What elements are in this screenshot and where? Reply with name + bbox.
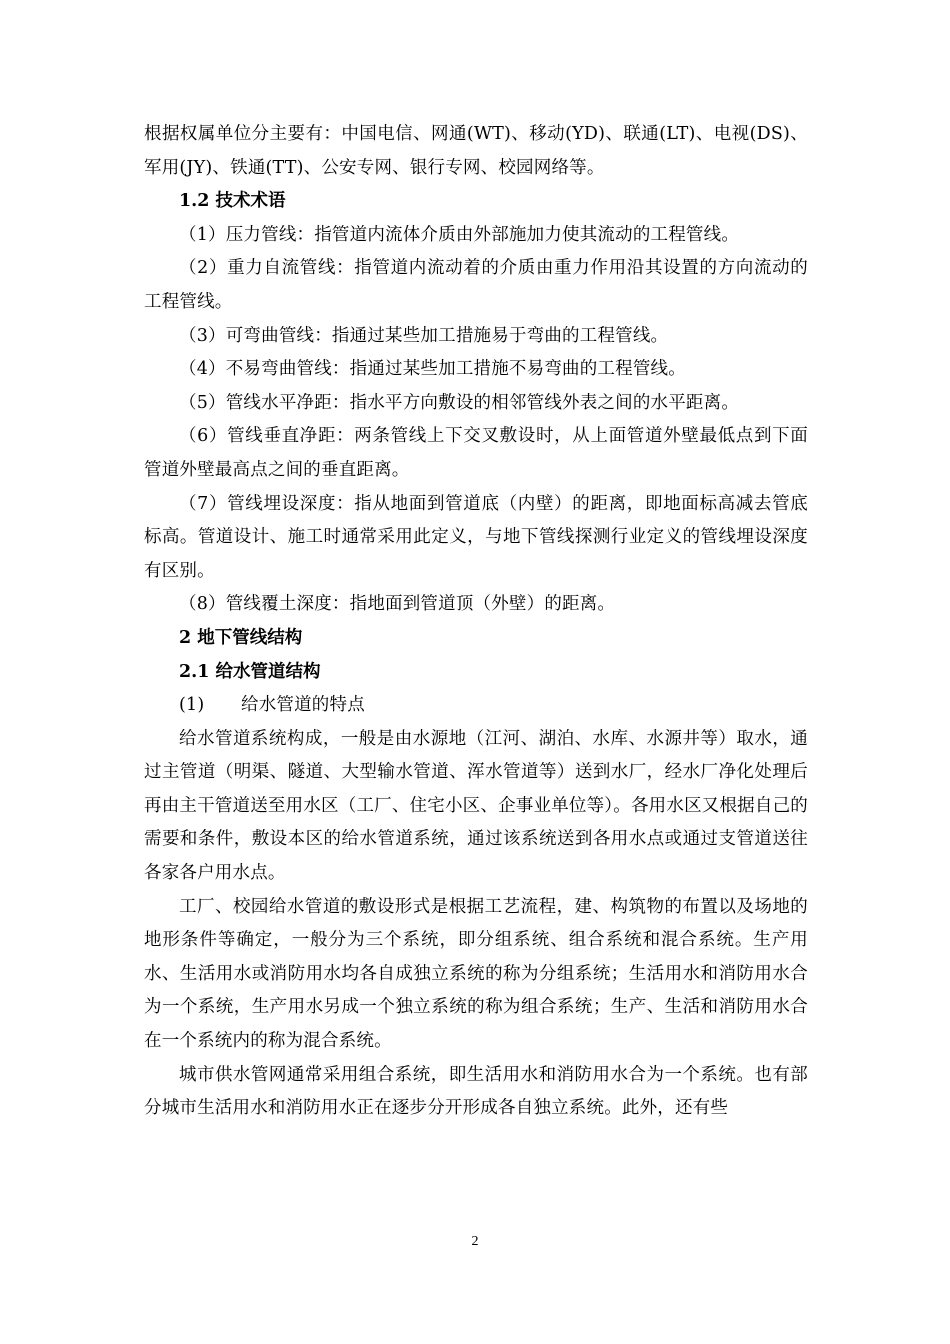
paragraph-water-system: 给水管道系统构成，一般是由水源地（江河、湖泊、水库、水源井等）取水，通过主管道（明渠、隧道、大型输水管道、浑水管道等）送到水厂，经水厂净化处理后再由主干管道送至用水区（工厂、住宅小区、企事业单位等）。各用水区又根据自己的需要和条件，敷设本区的给水管道系统，通过该系统送到各用水点或通过支管道送往各家各户用水点。 [144,728,808,884]
subsection-1-title: 给水管道的特点 [241,695,365,716]
term-8: （8）管线覆土深度：指地面到管道顶（外壁）的距离。 [179,594,616,615]
term-3: （3）可弯曲管线：指通过某些加工措施易于弯曲的工程管线。 [179,325,669,346]
heading-2-1: 2.1 给水管道结构 [179,661,321,682]
term-1: （1）压力管线：指管道内流体介质由外部施加力使其流动的工程管线。 [179,224,740,245]
heading-2: 2 地下管线结构 [179,627,303,648]
term-6: （6）管线垂直净距：两条管线上下交叉敷设时，从上面管道外壁最低点到下面管道外壁最高点之间的垂直距离。 [144,426,808,480]
term-2: （2）重力自流管线：指管道内流动着的介质由重力作用沿其设置的方向流动的工程管线。 [144,258,808,312]
subsection-1-number: (1) [179,695,205,716]
page-number: 2 [471,1234,479,1249]
paragraph-city-network: 城市供水管网通常采用组合系统，即生活用水和消防用水合为一个系统。也有部分城市生活用水和消防用水正在逐步分开形成各自独立系统。此外，还有些 [144,1064,808,1119]
subsection-1 [144,689,808,723]
term-5: （5）管线水平净距：指水平方向敷设的相邻管线外表之间的水平距离。 [179,392,740,413]
term-4: （4）不易弯曲管线：指通过某些加工措施不易弯曲的工程管线。 [179,359,686,380]
paragraph-factory-campus: 工厂、校园给水管道的敷设形式是根据工艺流程，建、构筑物的布置以及场地的地形条件等确定，一般分为三个系统，即分组系统、组合系统和混合系统。生产用水、生活用水或消防用水均各自成独立系统的称为分组系统；生活用水和消防用水合为一个系统，生产用水另成一个独立系统的称为组合系统；生产、生活和消防用水合在一个系统内的称为混合系统。 [144,896,808,1052]
document-body [144,118,808,1126]
term-7: （7）管线埋设深度：指从地面到管道底（内壁）的距离，即地面标高减去管底标高。管道设计、施工时通常采用此定义，与地下管线探测行业定义的管线埋设深度有区别。 [144,493,808,581]
heading-1-2: 1.2 技术术语 [179,191,286,212]
paragraph-ownership: 根据权属单位分主要有：中国电信、网通(WT)、移动(YD)、联通(LT)、电视(DS)、军用(JY)、铁通(TT)、公安专网、银行专网、校园网络等。 [144,124,808,178]
